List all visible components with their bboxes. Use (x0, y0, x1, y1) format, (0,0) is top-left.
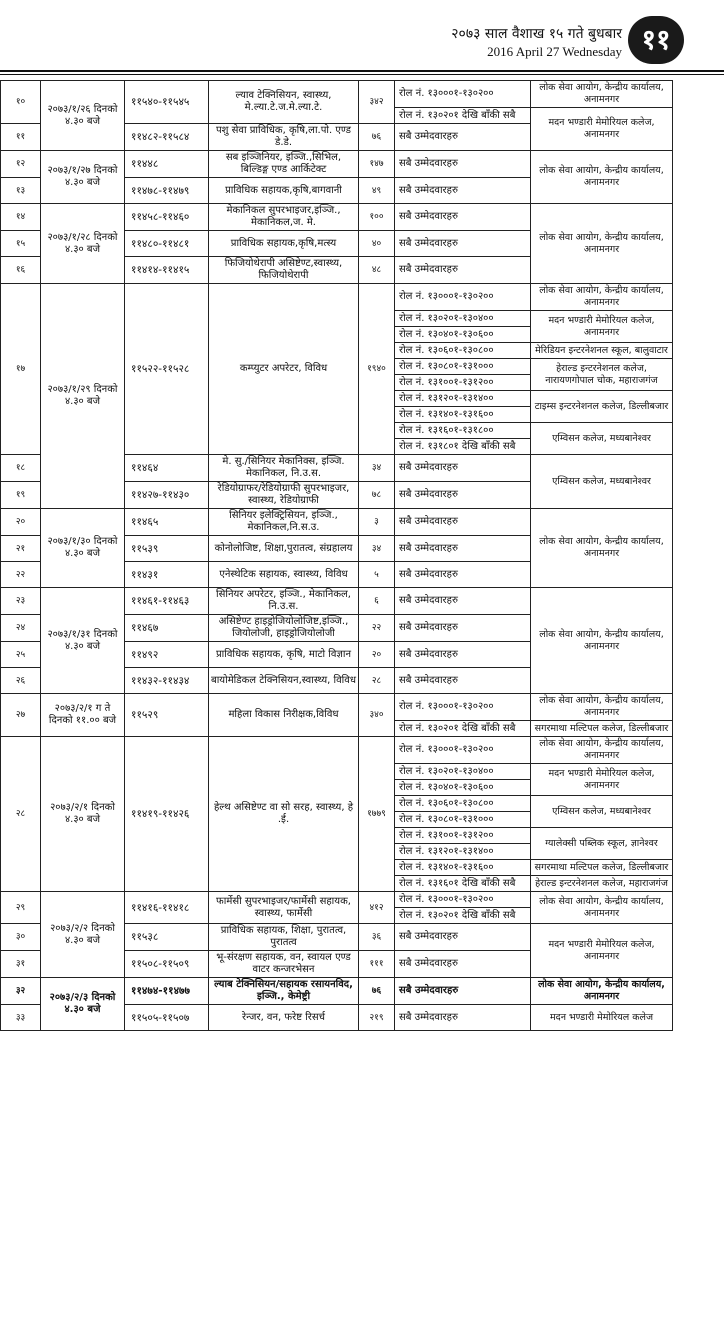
advert-code-cell: ११४१९-११४२६ (125, 737, 209, 892)
serial-number-cell: २८ (1, 737, 41, 892)
candidate-count-cell: १०० (359, 204, 395, 231)
roll-range-cell: रोल नं. १३१२०१-१३१४०० (395, 391, 531, 407)
table-row (1, 81, 673, 108)
serial-number-cell: ३० (1, 924, 41, 951)
roll-range-cell: रोल नं. १३०००१-१३०२०० (395, 284, 531, 311)
serial-number-cell: २६ (1, 668, 41, 694)
roll-range-cell: सबै उम्मेदवारहरु (395, 204, 531, 231)
advert-code-cell: ११४६५ (125, 509, 209, 536)
post-name-cell: फार्मेसी सुपरभाइजर/फार्मेसी सहायक, स्वास्थ्य, फार्मेसी (209, 892, 359, 924)
serial-number-cell: २३ (1, 588, 41, 615)
post-name-cell: एनेस्थेटिक सहायक, स्वास्थ्य, विविध (209, 562, 359, 588)
candidate-count-cell: ७६ (359, 978, 395, 1005)
header-rule-thin (0, 74, 724, 75)
advert-code-cell: ११५३८ (125, 924, 209, 951)
roll-range-cell: रोल नं. १३१००१-१३१२०० (395, 375, 531, 391)
advert-code-cell: ११४५८-११४६० (125, 204, 209, 231)
exam-date-cell: २०७३/२/२ दिनको ४.३० बजे (41, 892, 125, 978)
roll-range-cell: सबै उम्मेदवारहरु (395, 231, 531, 257)
serial-number-cell: २२ (1, 562, 41, 588)
advert-code-cell: ११४३२-११४३४ (125, 668, 209, 694)
exam-venue-cell: लोक सेवा आयोग, केन्द्रीय कार्यालय, अनामनगर (531, 694, 673, 721)
roll-range-cell: रोल नं. १३१६०१ देखि बाँकी सबै (395, 876, 531, 892)
exam-venue-cell: लोक सेवा आयोग, केन्द्रीय कार्यालय, अनामनगर (531, 588, 673, 694)
advert-code-cell: ११४६४ (125, 455, 209, 482)
table-row (1, 978, 673, 1005)
exam-venue-cell: मदन भण्डारी मेमोरियल कलेज, अनामनगर (531, 924, 673, 978)
roll-range-cell: सबै उम्मेदवारहरु (395, 951, 531, 978)
serial-number-cell: १९ (1, 482, 41, 509)
roll-range-cell: रोल नं. १३१६०१-१३१८०० (395, 423, 531, 439)
table-row (1, 284, 673, 311)
serial-number-cell: १० (1, 81, 41, 124)
advert-code-cell: ११५३९ (125, 536, 209, 562)
advert-code-cell: ११४१४-११४१५ (125, 257, 209, 284)
post-name-cell: ल्याव टेक्निसियन, स्वास्थ्य, मे.ल्या.टे.ज.मे.ल्या.टे. (209, 81, 359, 124)
roll-range-cell: रोल नं. १३१२०१-१३१४०० (395, 844, 531, 860)
candidate-count-cell: ३६ (359, 924, 395, 951)
candidate-count-cell: ६ (359, 588, 395, 615)
roll-range-cell: रोल नं. १३१००१-१३१२०० (395, 828, 531, 844)
table-row (1, 204, 673, 231)
roll-range-cell: रोल नं. १३१४०१-१३१६०० (395, 407, 531, 423)
post-name-cell: ल्याब टेक्निसियन/सहायक रसायनविद, इञ्जि., केमेष्ट्री (209, 978, 359, 1005)
roll-range-cell: सबै उम्मेदवारहरु (395, 588, 531, 615)
roll-range-cell: रोल नं. १३०००१-१३०२०० (395, 694, 531, 721)
roll-range-cell: सबै उम्मेदवारहरु (395, 455, 531, 482)
post-name-cell: पशु सेवा प्राविधिक, कृषि,ला.पो. एण्ड डे.डे. (209, 124, 359, 151)
serial-number-cell: १५ (1, 231, 41, 257)
roll-range-cell: सबै उम्मेदवारहरु (395, 124, 531, 151)
roll-range-cell: सबै उम्मेदवारहरु (395, 562, 531, 588)
advert-code-cell: ११४७८-११४७९ (125, 178, 209, 204)
exam-venue-cell: लोक सेवा आयोग, केन्द्रीय कार्यालय, अनामनगर (531, 151, 673, 204)
roll-range-cell: रोल नं. १३०४०१-१३०६०० (395, 327, 531, 343)
roll-range-cell: रोल नं. १३०२०१-१३०४०० (395, 764, 531, 780)
roll-range-cell: सबै उम्मेदवारहरु (395, 178, 531, 204)
roll-range-cell: सबै उम्मेदवारहरु (395, 482, 531, 509)
candidate-count-cell: २० (359, 642, 395, 668)
roll-range-cell: सबै उम्मेदवारहरु (395, 536, 531, 562)
post-name-cell: रेडियोग्राफर/रेडियोग्राफी सुपरभाइजर, स्वास्थ्य, रेडियोग्राफी (209, 482, 359, 509)
candidate-count-cell: २२ (359, 615, 395, 642)
exam-venue-cell: एम्विसन कलेज, मध्यबानेश्वर (531, 455, 673, 509)
candidate-count-cell: ३ (359, 509, 395, 536)
post-name-cell: कम्प्युटर अपरेटर, विविध (209, 284, 359, 455)
post-name-cell: सब इञ्जिनियर, इञ्जि.,सिभिल, बिल्डिङ्ग एण्ड आर्किटेक्ट (209, 151, 359, 178)
exam-venue-cell: लोक सेवा आयोग, केन्द्रीय कार्यालय, अनामनगर (531, 81, 673, 108)
advert-code-cell: ११४४८ (125, 151, 209, 178)
serial-number-cell: ३१ (1, 951, 41, 978)
serial-number-cell: १४ (1, 204, 41, 231)
exam-venue-cell: एम्विसन कलेज, मध्यबानेश्वर (531, 423, 673, 455)
table-row (1, 892, 673, 908)
post-name-cell: मेकानिकल सुपरभाइजर,इञ्जि., मेकानिकल,ज. मे. (209, 204, 359, 231)
candidate-count-cell: १४७ (359, 151, 395, 178)
advert-code-cell: ११४६१-११४६३ (125, 588, 209, 615)
post-name-cell: असिष्टेण्ट हाइड्रोजियोलोजिष्ट,इञ्जि., जियोलोजी, हाइड्रोजियोलोजी (209, 615, 359, 642)
candidate-count-cell: १९४० (359, 284, 395, 455)
candidate-count-cell: ३४ (359, 455, 395, 482)
exam-venue-cell: टाइम्स इन्टरनेशनल कलेज, डिल्लीबजार (531, 391, 673, 423)
roll-range-cell: रोल नं. १३१४०१-१३१६०० (395, 860, 531, 876)
serial-number-cell: १३ (1, 178, 41, 204)
advert-code-cell: ११४१६-११४१८ (125, 892, 209, 924)
exam-date-cell: २०७३/१/३१ दिनको ४.३० बजे (41, 588, 125, 694)
date-english: 2016 April 27 Wednesday (487, 44, 622, 59)
roll-range-cell: सबै उम्मेदवारहरु (395, 151, 531, 178)
exam-venue-cell: एम्विसन कलेज, मध्यबानेश्वर (531, 796, 673, 828)
exam-date-cell: २०७३/१/२७ दिनको ४.३० बजे (41, 151, 125, 204)
exam-date-cell: २०७३/१/२८ दिनको ४.३० बजे (41, 204, 125, 284)
roll-range-cell: रोल नं. १३०२०१ देखि बाँकी सबै (395, 721, 531, 737)
candidate-count-cell: ३४२ (359, 81, 395, 124)
candidate-count-cell: २१९ (359, 1005, 395, 1031)
advert-code-cell: ११४७४-११४७७ (125, 978, 209, 1005)
exam-schedule-table-wrap (0, 80, 724, 1031)
candidate-count-cell: २८ (359, 668, 395, 694)
exam-venue-cell: मदन भण्डारी मेमोरियल कलेज, अनामनगर (531, 108, 673, 151)
post-name-cell: प्राविधिक सहायक, कृषि, माटो विज्ञान (209, 642, 359, 668)
roll-range-cell: सबै उम्मेदवारहरु (395, 1005, 531, 1031)
exam-venue-cell: लोक सेवा आयोग, केन्द्रीय कार्यालय, अनामनगर (531, 284, 673, 311)
roll-range-cell: रोल नं. १३०००१-१३०२०० (395, 892, 531, 908)
candidate-count-cell: ४९ (359, 178, 395, 204)
roll-range-cell: सबै उम्मेदवारहरु (395, 668, 531, 694)
table-row (1, 588, 673, 615)
roll-range-cell: रोल नं. १३१८०१ देखि बाँकी सबै (395, 439, 531, 455)
exam-venue-cell: लोक सेवा आयोग, केन्द्रीय कार्यालय, अनामनगर (531, 509, 673, 588)
advert-code-cell: ११४९२ (125, 642, 209, 668)
post-name-cell: प्राविधिक सहायक,कृषि,मत्स्य (209, 231, 359, 257)
roll-range-cell: रोल नं. १३०२०१ देखि बाँकी सबै (395, 908, 531, 924)
roll-range-cell: रोल नं. १३०८०१-१३१००० (395, 812, 531, 828)
roll-range-cell: सबै उम्मेदवारहरु (395, 257, 531, 284)
advert-code-cell: ११५२२-११५२८ (125, 284, 209, 455)
post-name-cell: कोनोलोजिष्ट, शिक्षा,पुरातत्व, संग्रहालय (209, 536, 359, 562)
advert-code-cell: ११५२९ (125, 694, 209, 737)
roll-range-cell: सबै उम्मेदवारहरु (395, 615, 531, 642)
post-name-cell: सिनियर अपरेटर, इञ्जि., मेकानिकल, नि.उ.स. (209, 588, 359, 615)
serial-number-cell: २१ (1, 536, 41, 562)
table-row (1, 509, 673, 536)
post-name-cell: प्राविधिक सहायक,कृषि,बागवानी (209, 178, 359, 204)
roll-range-cell: रोल नं. १३०२०१-१३०४०० (395, 311, 531, 327)
candidate-count-cell: ४१२ (359, 892, 395, 924)
advert-code-cell: ११४८०-११४८१ (125, 231, 209, 257)
exam-venue-cell: लोक सेवा आयोग, केन्द्रीय कार्यालय, अनामनगर (531, 892, 673, 924)
exam-venue-cell: मेरिडियन इन्टरनेशनल स्कूल, बालुवाटार (531, 343, 673, 359)
candidate-count-cell: ३४ (359, 536, 395, 562)
candidate-count-cell: ४० (359, 231, 395, 257)
post-name-cell: फिजियोथेरापी असिष्टेण्ट,स्वास्थ्य, फिजियोथेरापी (209, 257, 359, 284)
post-name-cell: प्राविधिक सहायक, शिक्षा, पुरातत्व, पुरातत्व (209, 924, 359, 951)
exam-venue-cell: लोक सेवा आयोग, केन्द्रीय कार्यालय, अनामनगर (531, 737, 673, 764)
advert-code-cell: ११५४०-११५४५ (125, 81, 209, 124)
serial-number-cell: २५ (1, 642, 41, 668)
exam-venue-cell: सगरमाथा मल्टिपल कलेज, डिल्लीबजार (531, 860, 673, 876)
roll-range-cell: रोल नं. १३०६०१-१३०८०० (395, 796, 531, 812)
roll-range-cell: रोल नं. १३०२०१ देखि बाँकी सबै (395, 108, 531, 124)
serial-number-cell: १२ (1, 151, 41, 178)
candidate-count-cell: १७७९ (359, 737, 395, 892)
exam-date-cell: २०७३/१/२६ दिनको ४.३० बजे (41, 81, 125, 151)
post-name-cell: बायोमेडिकल टेक्निसियन,स्वास्थ्य, विविध (209, 668, 359, 694)
page-number-badge: ११ (628, 16, 684, 64)
advert-code-cell: ११४८२-११५८४ (125, 124, 209, 151)
roll-range-cell: सबै उम्मेदवारहरु (395, 642, 531, 668)
exam-venue-cell: लोक सेवा आयोग, केन्द्रीय कार्यालय, अनामनगर (531, 204, 673, 284)
post-name-cell: सिनियर इलेक्ट्रिसियन, इञ्जि., मेकानिकल,नि.स.उ. (209, 509, 359, 536)
roll-range-cell: रोल नं. १३०००१-१३०२०० (395, 81, 531, 108)
candidate-count-cell: ७६ (359, 124, 395, 151)
header-rule (0, 70, 724, 72)
advert-code-cell: ११४६७ (125, 615, 209, 642)
serial-number-cell: ११ (1, 124, 41, 151)
exam-venue-cell: मदन भण्डारी मेमोरियल कलेज (531, 1005, 673, 1031)
roll-range-cell: रोल नं. १३०६०१-१३०८०० (395, 343, 531, 359)
advert-code-cell: ११४३१ (125, 562, 209, 588)
roll-range-cell: रोल नं. १३०४०१-१३०६०० (395, 780, 531, 796)
roll-range-cell: सबै उम्मेदवारहरु (395, 978, 531, 1005)
exam-venue-cell: हेराल्ड इन्टरनेशनल कलेज, नारायणगोपाल चोक, महाराजगंज (531, 359, 673, 391)
table-row (1, 151, 673, 178)
serial-number-cell: १७ (1, 284, 41, 455)
serial-number-cell: १६ (1, 257, 41, 284)
exam-date-cell: २०७३/२/३ दिनको ४.३० बजे (41, 978, 125, 1031)
post-name-cell: हेल्थ असिष्टेण्ट वा सो सरह, स्वास्थ्य, हे .ई. (209, 737, 359, 892)
exam-date-cell: २०७३/२/१ ग ते दिनको ११.०० बजे (41, 694, 125, 737)
candidate-count-cell: १११ (359, 951, 395, 978)
advert-code-cell: ११५०५-११५०७ (125, 1005, 209, 1031)
candidate-count-cell: ४८ (359, 257, 395, 284)
exam-date-cell: २०७३/१/२९ दिनको ४.३० बजे (41, 284, 125, 509)
advert-code-cell: ११४२७-११४३० (125, 482, 209, 509)
advert-code-cell: ११५०८-११५०९ (125, 951, 209, 978)
exam-venue-cell: सगरमाथा मल्टिपल कलेज, डिल्लीबजार (531, 721, 673, 737)
exam-venue-cell: लोक सेवा आयोग, केन्द्रीय कार्यालय, अनामनगर (531, 978, 673, 1005)
page-header (0, 0, 724, 72)
serial-number-cell: ३३ (1, 1005, 41, 1031)
table-row (1, 737, 673, 764)
exam-date-cell: २०७३/१/३० दिनको ४.३० बजे (41, 509, 125, 588)
post-name-cell: रेन्जर, वन, फरेष्ट रिसर्च (209, 1005, 359, 1031)
exam-venue-cell: मदन भण्डारी मेमोरियल कलेज, अनामनगर (531, 764, 673, 796)
roll-range-cell: रोल नं. १३०००१-१३०२०० (395, 737, 531, 764)
serial-number-cell: २० (1, 509, 41, 536)
serial-number-cell: २४ (1, 615, 41, 642)
serial-number-cell: २७ (1, 694, 41, 737)
roll-range-cell: सबै उम्मेदवारहरु (395, 924, 531, 951)
post-name-cell: महिला विकास निरीक्षक,विविध (209, 694, 359, 737)
candidate-count-cell: ५ (359, 562, 395, 588)
exam-venue-cell: ग्यालेक्सी पब्लिक स्कूल, ज्ञानेश्वर (531, 828, 673, 860)
serial-number-cell: ३२ (1, 978, 41, 1005)
date-nepali: २०७३ साल वैशाख १५ गते बुधबार (451, 26, 622, 42)
exam-venue-cell: हेराल्ड इन्टरनेशनल कलेज, महाराजगंज (531, 876, 673, 892)
exam-schedule-table (0, 80, 673, 1031)
candidate-count-cell: ७८ (359, 482, 395, 509)
candidate-count-cell: ३४० (359, 694, 395, 737)
exam-date-cell: २०७३/२/१ दिनको ४.३० बजे (41, 737, 125, 892)
post-name-cell: भू-संरक्षण सहायक, वन, स्वायल एण्ड वाटर कन्जरभेसन (209, 951, 359, 978)
roll-range-cell: सबै उम्मेदवारहरु (395, 509, 531, 536)
exam-venue-cell: मदन भण्डारी मेमोरियल कलेज, अनामनगर (531, 311, 673, 343)
roll-range-cell: रोल नं. १३०८०१-१३१००० (395, 359, 531, 375)
table-row (1, 694, 673, 721)
serial-number-cell: २९ (1, 892, 41, 924)
serial-number-cell: १८ (1, 455, 41, 482)
post-name-cell: मे. सु./सिनियर मेकानिक्स, इञ्जि. मेकानिकल, नि.उ.स. (209, 455, 359, 482)
